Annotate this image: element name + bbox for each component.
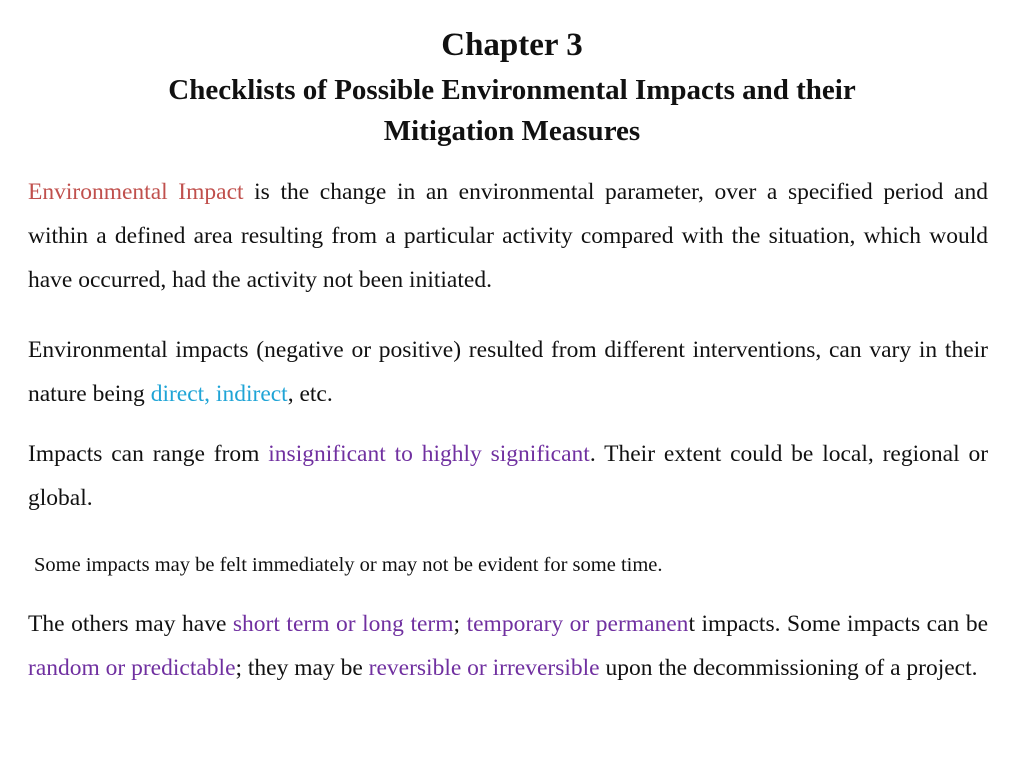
slide-title-line-2: Mitigation Measures [383,115,641,147]
range-paragraph [28,432,988,520]
chapter-heading: Chapter 3 [441,27,583,63]
nature-paragraph [28,328,988,416]
highlight-random: random or predictable [28,655,236,681]
duration-text-a: The others may have [28,611,233,637]
range-text-a: Impacts can range from [28,441,269,467]
duration-text-b: ; [453,611,467,637]
nature-text-b: , etc. [287,381,333,407]
slide-title [80,70,944,152]
duration-paragraph [28,602,988,690]
highlight-significance: insignificant to highly significant [268,441,590,467]
timing-paragraph: Some impacts may be felt immediately or may not be evident for some time. [34,554,663,576]
highlight-temporary: temporary or permanen [466,611,689,637]
range-text-b: . Their extent could be local, regional or global. [28,441,989,511]
duration-text-d: ; they may be [235,655,369,681]
duration-text-c: t impacts. Some impacts can be [688,611,988,637]
duration-text-e: upon the decommissioning of a project. [599,655,978,681]
highlight-reversible: reversible or irreversible [368,655,600,681]
nature-text-a: Environmental impacts (negative or positive) resulted from different interventions, can vary in their nature being [28,337,988,407]
term-environmental-impact: Environmental Impact [28,179,244,205]
highlight-direct-indirect: direct, indirect [150,381,288,407]
slide-title-line-1: Checklists of Possible Environmental Impacts and their [168,74,856,106]
definition-paragraph [28,170,988,302]
highlight-term: short term or long term [232,611,454,637]
definition-text: is the change in an environmental parameter, over a specified period and within a defined area resulting from a particular activity compared with the situation, which would have occurred, had the activity not been initiated. [28,179,988,293]
